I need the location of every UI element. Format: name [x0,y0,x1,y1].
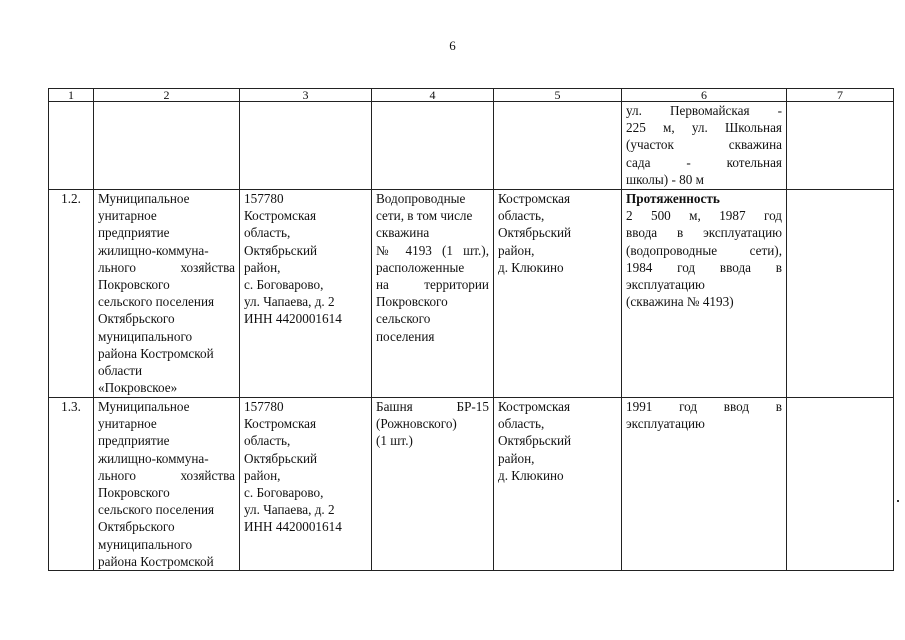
cell-text-line: скважина [376,225,430,241]
cell-text-line: 157780 [244,191,284,206]
table-header [49,89,894,102]
cell-text-line: ул. Чапаева, д. 2 [244,502,335,518]
cell-text-line: ул. Первомайская - [626,103,782,118]
cell-text-line: сельского поселения [98,294,215,310]
cell-text-line: Водопроводные [376,191,466,206]
cell-text-line: Башня БР-15 [376,399,489,414]
cell-text-line: область, [498,416,545,432]
location-cell [494,102,622,190]
cell-text-line: области [98,363,143,379]
column-header: 7 [787,89,894,102]
characteristics-cell [622,102,787,190]
cell-text-line: эксплуатацию [626,277,705,293]
cell-text-line: льного хозяйства [98,259,235,275]
cell-text-line: Костромская [244,208,317,224]
table-row [49,190,894,398]
cell-text-line: поселения [376,328,435,344]
note-cell [787,398,894,571]
object-cell [372,102,494,190]
cell-text-line: жилищно-коммуна- [98,242,209,258]
cell-text-line: Костромская [498,191,571,206]
cell-text-line: района Костромской [98,345,214,361]
column-header: 5 [494,89,622,102]
location-cell [494,398,622,571]
cell-text-line: унитарное [98,208,157,224]
column-header: 2 [94,89,240,102]
cell-text-line: 225 м, ул. Школьная [626,120,782,136]
row-number-cell [49,102,94,190]
cell-text-line: 157780 [244,399,284,414]
cell-text-line: Октябрьский [498,225,572,241]
address-cell [240,102,372,190]
cell-text-line: Костромская [498,399,571,414]
note-cell [787,102,894,190]
cell-text-line: (водопроводные сети), [626,242,782,258]
row-number-cell: 1.3. [49,398,94,571]
cell-text-line: «Покровское» [98,380,178,396]
cell-text-line: (участок скважина [626,137,782,153]
cell-text-line: предприятие [98,433,170,449]
scan-artifact-dot [897,500,899,502]
cell-text-line: ул. Чапаева, д. 2 [244,294,335,310]
cell-text-line: сельского [376,311,431,327]
note-cell [787,190,894,398]
cell-text-line: область, [244,433,291,449]
cell-text-line: района Костромской [98,553,214,569]
cell-text-line: Октябрьский [244,242,318,258]
cell-text-line: Костромская [244,416,317,432]
column-header: 1 [49,89,94,102]
cell-text-line: эксплуатацию [626,416,705,432]
cell-text-line: Октябрьский [244,450,318,466]
cell-text-line: жилищно-коммуна- [98,450,209,466]
table-row [49,398,894,571]
cell-text-line: Муниципальное [98,399,190,414]
cell-text-line: ИНН 4420001614 [244,311,342,327]
cell-text-line: Октябрьский [498,433,572,449]
cell-text-line: д. Клюкино [498,467,564,483]
cell-text-line: предприятие [98,225,170,241]
cell-text-line: район, [244,467,281,483]
cell-text-line: унитарное [98,416,157,432]
cell-text-line: сети, в том числе [376,208,473,224]
cell-text-line: сада - котельная [626,154,782,170]
cell-text-line: школы) - 80 м [626,171,704,187]
cell-text-line: район, [498,242,535,258]
column-header: 6 [622,89,787,102]
cell-text-line: район, [244,259,281,275]
address-cell [240,398,372,571]
characteristics-cell [622,190,787,398]
cell-text-line: 2 500 м, 1987 год [626,208,782,224]
page-number: 6 [449,38,456,53]
cell-text-line: с. Боговарово, [244,277,324,293]
cell-text-line: на территории [376,277,489,293]
cell-text-line: Покровского [98,485,170,501]
column-header: 3 [240,89,372,102]
cell-text-line: Покровского [98,277,170,293]
location-cell [494,190,622,398]
object-cell [372,190,494,398]
cell-text-line: № 4193 (1 шт.), [376,242,489,258]
column-header: 4 [372,89,494,102]
cell-text-line: область, [244,225,291,241]
org-cell [94,398,240,571]
cell-text-line: сельского поселения [98,502,215,518]
cell-text-line: область, [498,208,545,224]
cell-text-line: Октябрьского [98,311,175,327]
cell-text-line: Октябрьского [98,519,175,535]
characteristics-cell [622,398,787,571]
address-cell [240,190,372,398]
cell-text-line: (скважина № 4193) [626,294,734,310]
cell-text-line: Протяженность [626,191,720,206]
row-number-cell: 1.2. [49,190,94,398]
cell-text-line: ИНН 4420001614 [244,519,342,535]
cell-text-line: льного хозяйства [98,467,235,483]
cell-text-line: 1984 год ввода в [626,259,782,275]
org-cell [94,102,240,190]
cell-text-line: (Рожновского) [376,416,457,432]
cell-text-line: расположенные [376,259,465,275]
cell-text-line: муниципального [98,328,193,344]
registry-table [48,88,894,571]
cell-text-line: д. Клюкино [498,259,564,275]
table-body [49,102,894,571]
cell-text-line: (1 шт.) [376,433,413,449]
cell-text-line: 1991 год ввод в [626,399,782,414]
cell-text-line: с. Боговарово, [244,485,324,501]
cell-text-line: муниципального [98,536,193,552]
cell-text-line: ввода в эксплуатацию [626,225,782,241]
table-row [49,102,894,190]
cell-text-line: Покровского [376,294,448,310]
org-cell [94,190,240,398]
object-cell [372,398,494,571]
header-row [49,89,894,102]
cell-text-line: район, [498,450,535,466]
cell-text-line: Муниципальное [98,191,190,206]
